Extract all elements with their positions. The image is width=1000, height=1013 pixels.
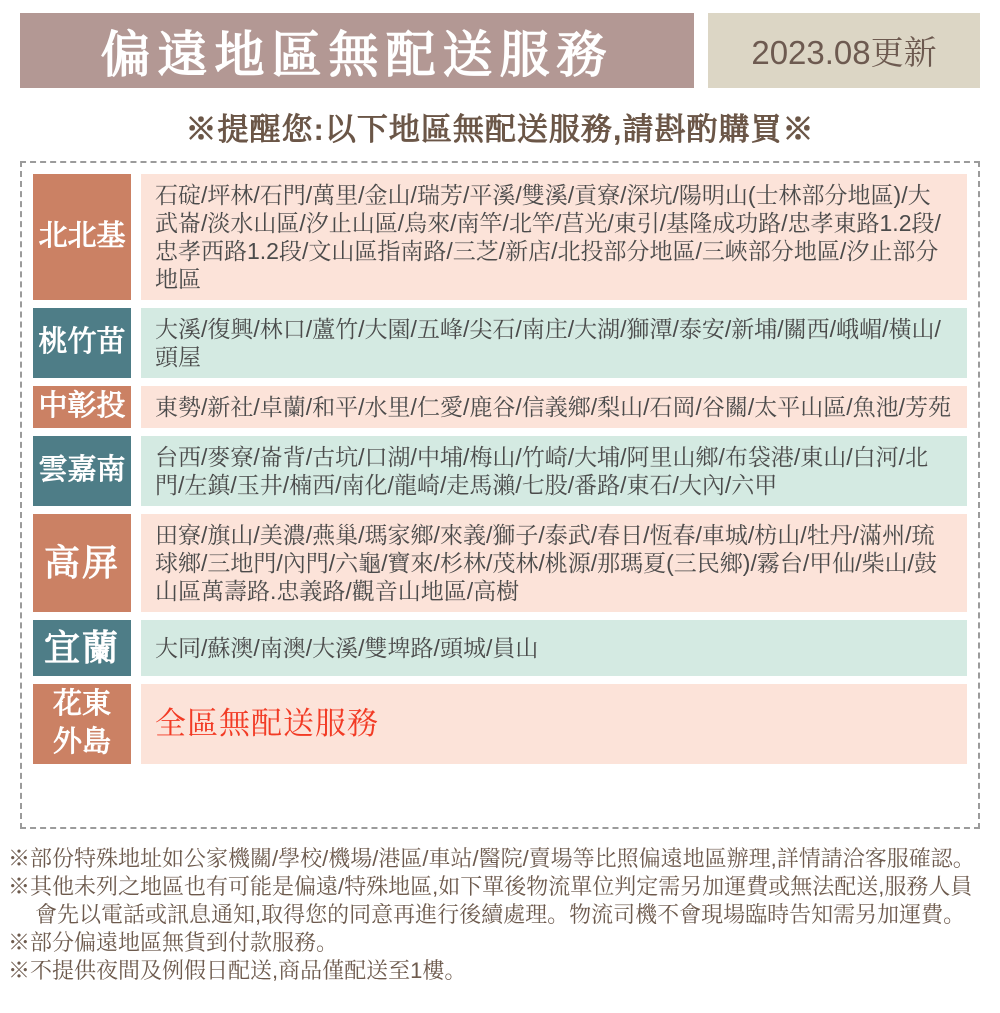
region-areas-taoyuan-hsinchu-miaoli — [141, 308, 967, 378]
regions-table — [20, 161, 980, 829]
region-areas-yunlin-chiayi-tainan — [141, 436, 967, 506]
region-row-yilan — [33, 620, 967, 676]
region-areas-north — [141, 174, 967, 300]
region-row-north — [33, 174, 967, 300]
region-row-yunlin-chiayi-tainan — [33, 436, 967, 506]
region-areas-text: 台西/麥寮/崙背/古坑/口湖/中埔/梅山/竹崎/大埔/阿里山鄉/布袋港/東山/白河/北門/左鎮/玉井/楠西/南化/龍崎/走馬瀨/七股/番路/東石/大內/六甲 — [155, 444, 929, 498]
footnote: ※部分偏遠地區無貨到付款服務。 — [8, 930, 339, 955]
region-areas-yilan — [141, 620, 967, 676]
region-label-central: 中彰投 — [33, 386, 131, 428]
region-row-taoyuan-hsinchu-miaoli — [33, 308, 967, 378]
region-areas-text: 東勢/新社/卓蘭/和平/水里/仁愛/鹿谷/信義鄉/梨山/石岡/谷關/太平山區/魚池/芳苑 — [155, 394, 952, 420]
region-areas-central — [141, 386, 967, 428]
region-label-hualien-taitung-islands — [33, 684, 131, 764]
region-areas-kaohsiung-pingtung — [141, 514, 967, 612]
region-label-yilan: 宜蘭 — [33, 620, 131, 676]
footnote: ※不提供夜間及例假日配送,商品僅配送至1樓。 — [8, 958, 467, 983]
reminder-subtitle: ※提醒您:以下地區無配送服務,請斟酌購買※ — [185, 112, 815, 147]
no-delivery-alert-text: 全區無配送服務 — [155, 706, 379, 741]
region-row-central — [33, 386, 967, 428]
region-label-north: 北北基 — [33, 174, 131, 300]
region-areas-hualien-taitung-islands — [141, 684, 967, 764]
region-row-kaohsiung-pingtung — [33, 514, 967, 612]
page-title: 偏遠地區無配送服務 — [20, 13, 694, 88]
footnote: ※其他未列之地區也有可能是偏遠/特殊地區,如下單後物流單位判定需另加運費或無法配送,服務人員會先以電話或訊息通知,取得您的同意再進行後續處理。物流司機不會現場臨時告知需另加運費。 — [8, 874, 973, 927]
region-areas-text: 石碇/坪林/石門/萬里/金山/瑞芳/平溪/雙溪/貢寮/深坑/陽明山(士林部分地區)/大武崙/淡水山區/汐止山區/烏來/南竿/北竿/莒光/東引/基隆成功路/忠孝東路1.2段/忠孝西路1.2段/文山區指南路/三芝/新店/北投部分地區/三峽部分地區/汐止部分地區 — [155, 182, 941, 292]
remote-area-notice-page — [0, 13, 1000, 1013]
region-areas-text: 大同/蘇澳/南澳/大溪/雙埤路/頭城/員山 — [155, 635, 539, 661]
header — [20, 13, 980, 88]
region-areas-text: 田寮/旗山/美濃/燕巢/瑪家鄉/來義/獅子/泰武/春日/恆春/車城/枋山/牡丹/滿州/琉球鄉/三地門/內門/六龜/寶來/杉林/茂林/桃源/那瑪夏(三民鄉)/霧台/甲仙/柴山/鼓山區萬壽路.忠義路/觀音山地區/高樹 — [155, 522, 937, 604]
region-row-hualien-taitung-islands — [33, 684, 967, 764]
region-label-yunlin-chiayi-tainan: 雲嘉南 — [33, 436, 131, 506]
region-label-taoyuan-hsinchu-miaoli: 桃竹苗 — [33, 308, 131, 378]
update-date-badge: 2023.08更新 — [708, 13, 980, 88]
region-label-kaohsiung-pingtung: 高屏 — [33, 514, 131, 612]
region-label-text: 花東外島 — [52, 688, 111, 758]
footnotes — [8, 845, 992, 985]
region-areas-text: 大溪/復興/林口/蘆竹/大園/五峰/尖石/南庄/大湖/獅潭/泰安/新埔/關西/峨嵋/橫山/頭屋 — [155, 316, 941, 370]
footnote: ※部份特殊地址如公家機關/學校/機場/港區/車站/醫院/賣場等比照偏遠地區辦理,詳情請洽客服確認。 — [8, 846, 975, 871]
